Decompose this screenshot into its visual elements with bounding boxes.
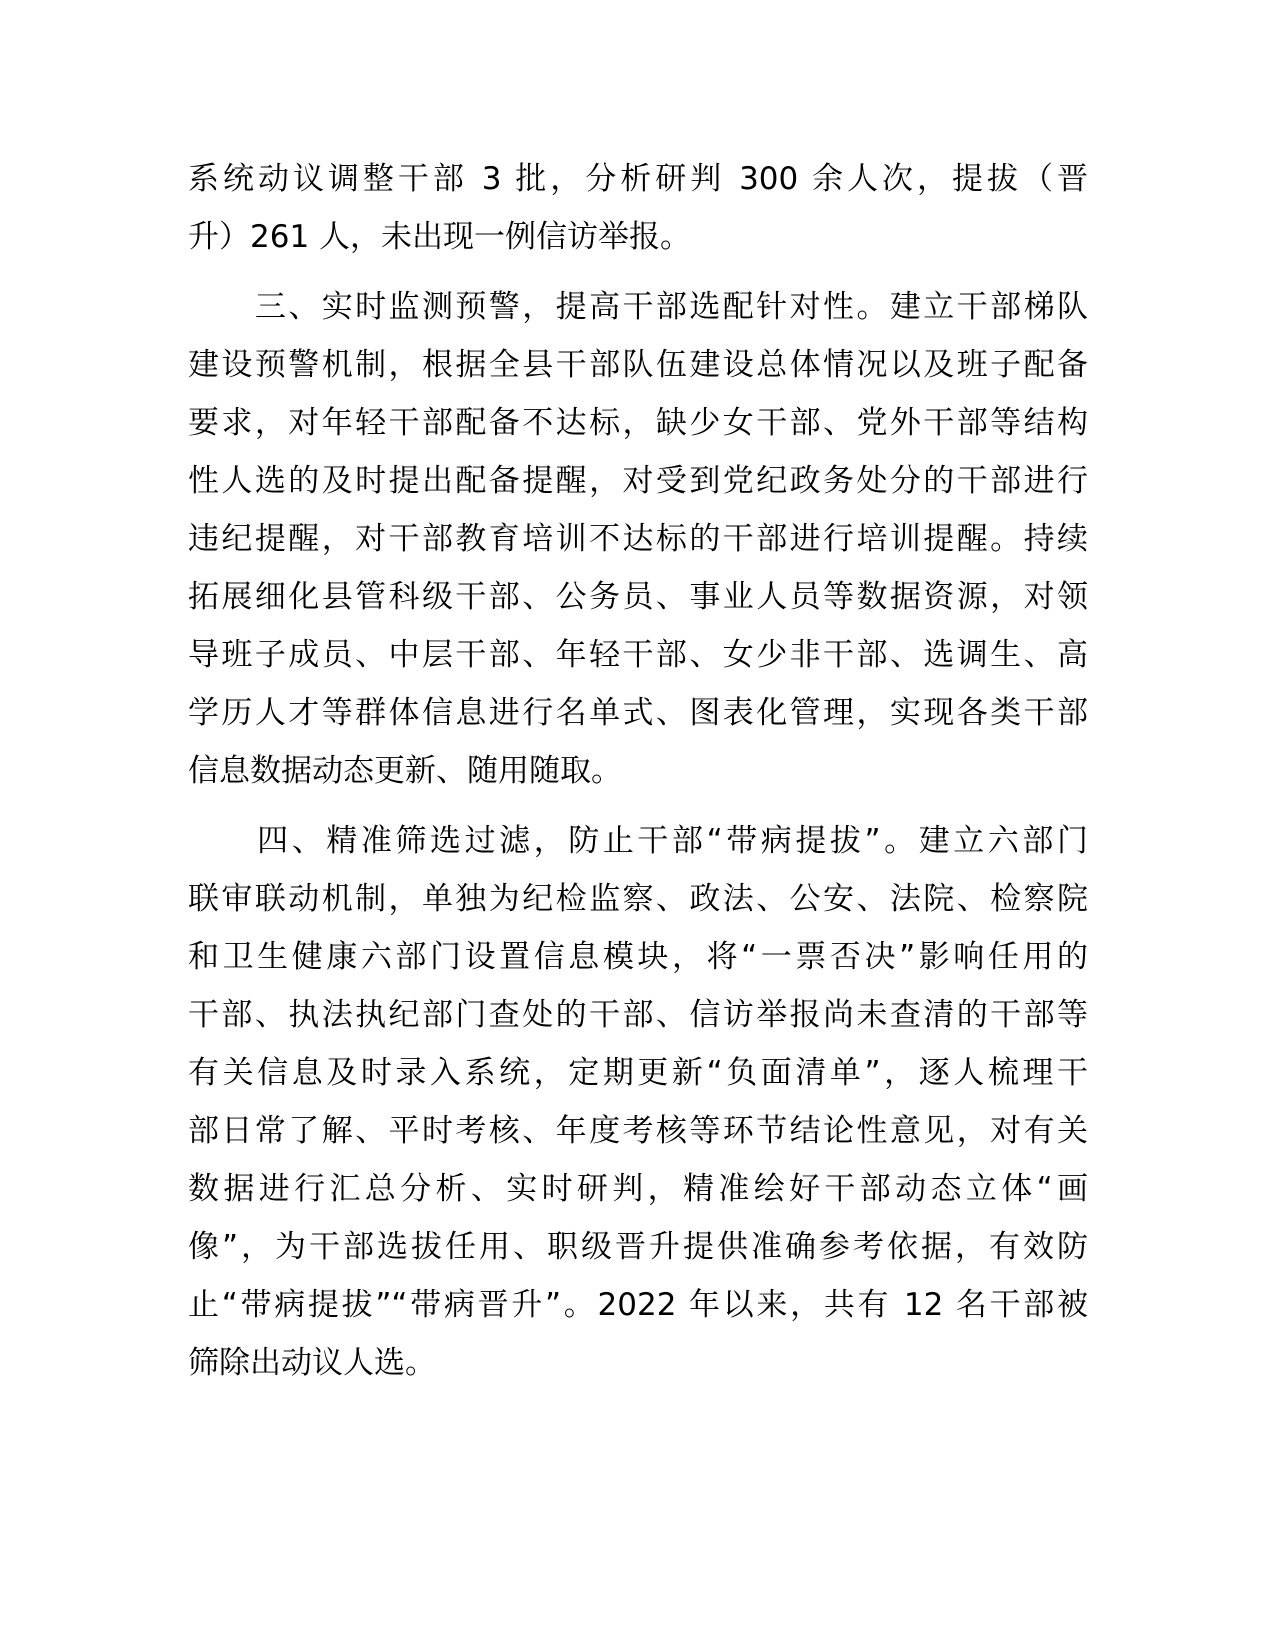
text-line: 联审联动机制，单独为纪检监察、政法、公安、法院、检察院 [188,881,1088,917]
text-line: 升）261 人，未出现一例信访举报。 [188,219,692,255]
text-line: 学历人才等群体信息进行名单式、图表化管理，实现各类干部 [188,695,1088,731]
text-line: 和卫生健康六部门设置信息模块，将“一票否决”影响任用的 [188,939,1088,975]
document-body [188,150,1088,1404]
paragraph-continuation [188,150,1088,266]
text-line: 拓展细化县管科级干部、公务员、事业人员等数据资源，对领 [188,579,1088,615]
text-line: 导班子成员、中层干部、年轻干部、女少非干部、选调生、高 [188,637,1088,673]
text-line: 三、实时监测预警，提高干部选配针对性。建立干部梯队 [188,289,1088,325]
text-line: 建设预警机制，根据全县干部队伍建设总体情况以及班子配备 [188,347,1088,383]
text-line: 筛除出动议人选。 [188,1345,436,1381]
text-line: 违纪提醒，对干部教育培训不达标的干部进行培训提醒。持续 [188,521,1088,557]
text-line: 四、精准筛选过滤，防止干部“带病提拔”。建立六部门 [188,823,1088,859]
text-line: 干部、执法执纪部门查处的干部、信访举报尚未查清的干部等 [188,997,1088,1033]
paragraph-section-three [188,278,1088,800]
paragraph-section-four [188,812,1088,1392]
text-line: 止“带病提拔”“带病晋升”。2022 年以来，共有 12 名干部被 [188,1287,1088,1323]
text-line: 性人选的及时提出配备提醒，对受到党纪政务处分的干部进行 [188,463,1088,499]
text-line: 系统动议调整干部 3 批，分析研判 300 余人次，提拔（晋 [188,161,1088,197]
text-line: 数据进行汇总分析、实时研判，精准绘好干部动态立体“画 [188,1171,1088,1207]
text-line: 要求，对年轻干部配备不达标，缺少女干部、党外干部等结构 [188,405,1088,441]
text-line: 像”，为干部选拔任用、职级晋升提供准确参考依据，有效防 [188,1229,1088,1265]
text-line: 有关信息及时录入系统，定期更新“负面清单”，逐人梳理干 [188,1055,1088,1091]
text-line: 信息数据动态更新、随用随取。 [188,753,622,789]
text-line: 部日常了解、平时考核、年度考核等环节结论性意见，对有关 [188,1113,1088,1149]
